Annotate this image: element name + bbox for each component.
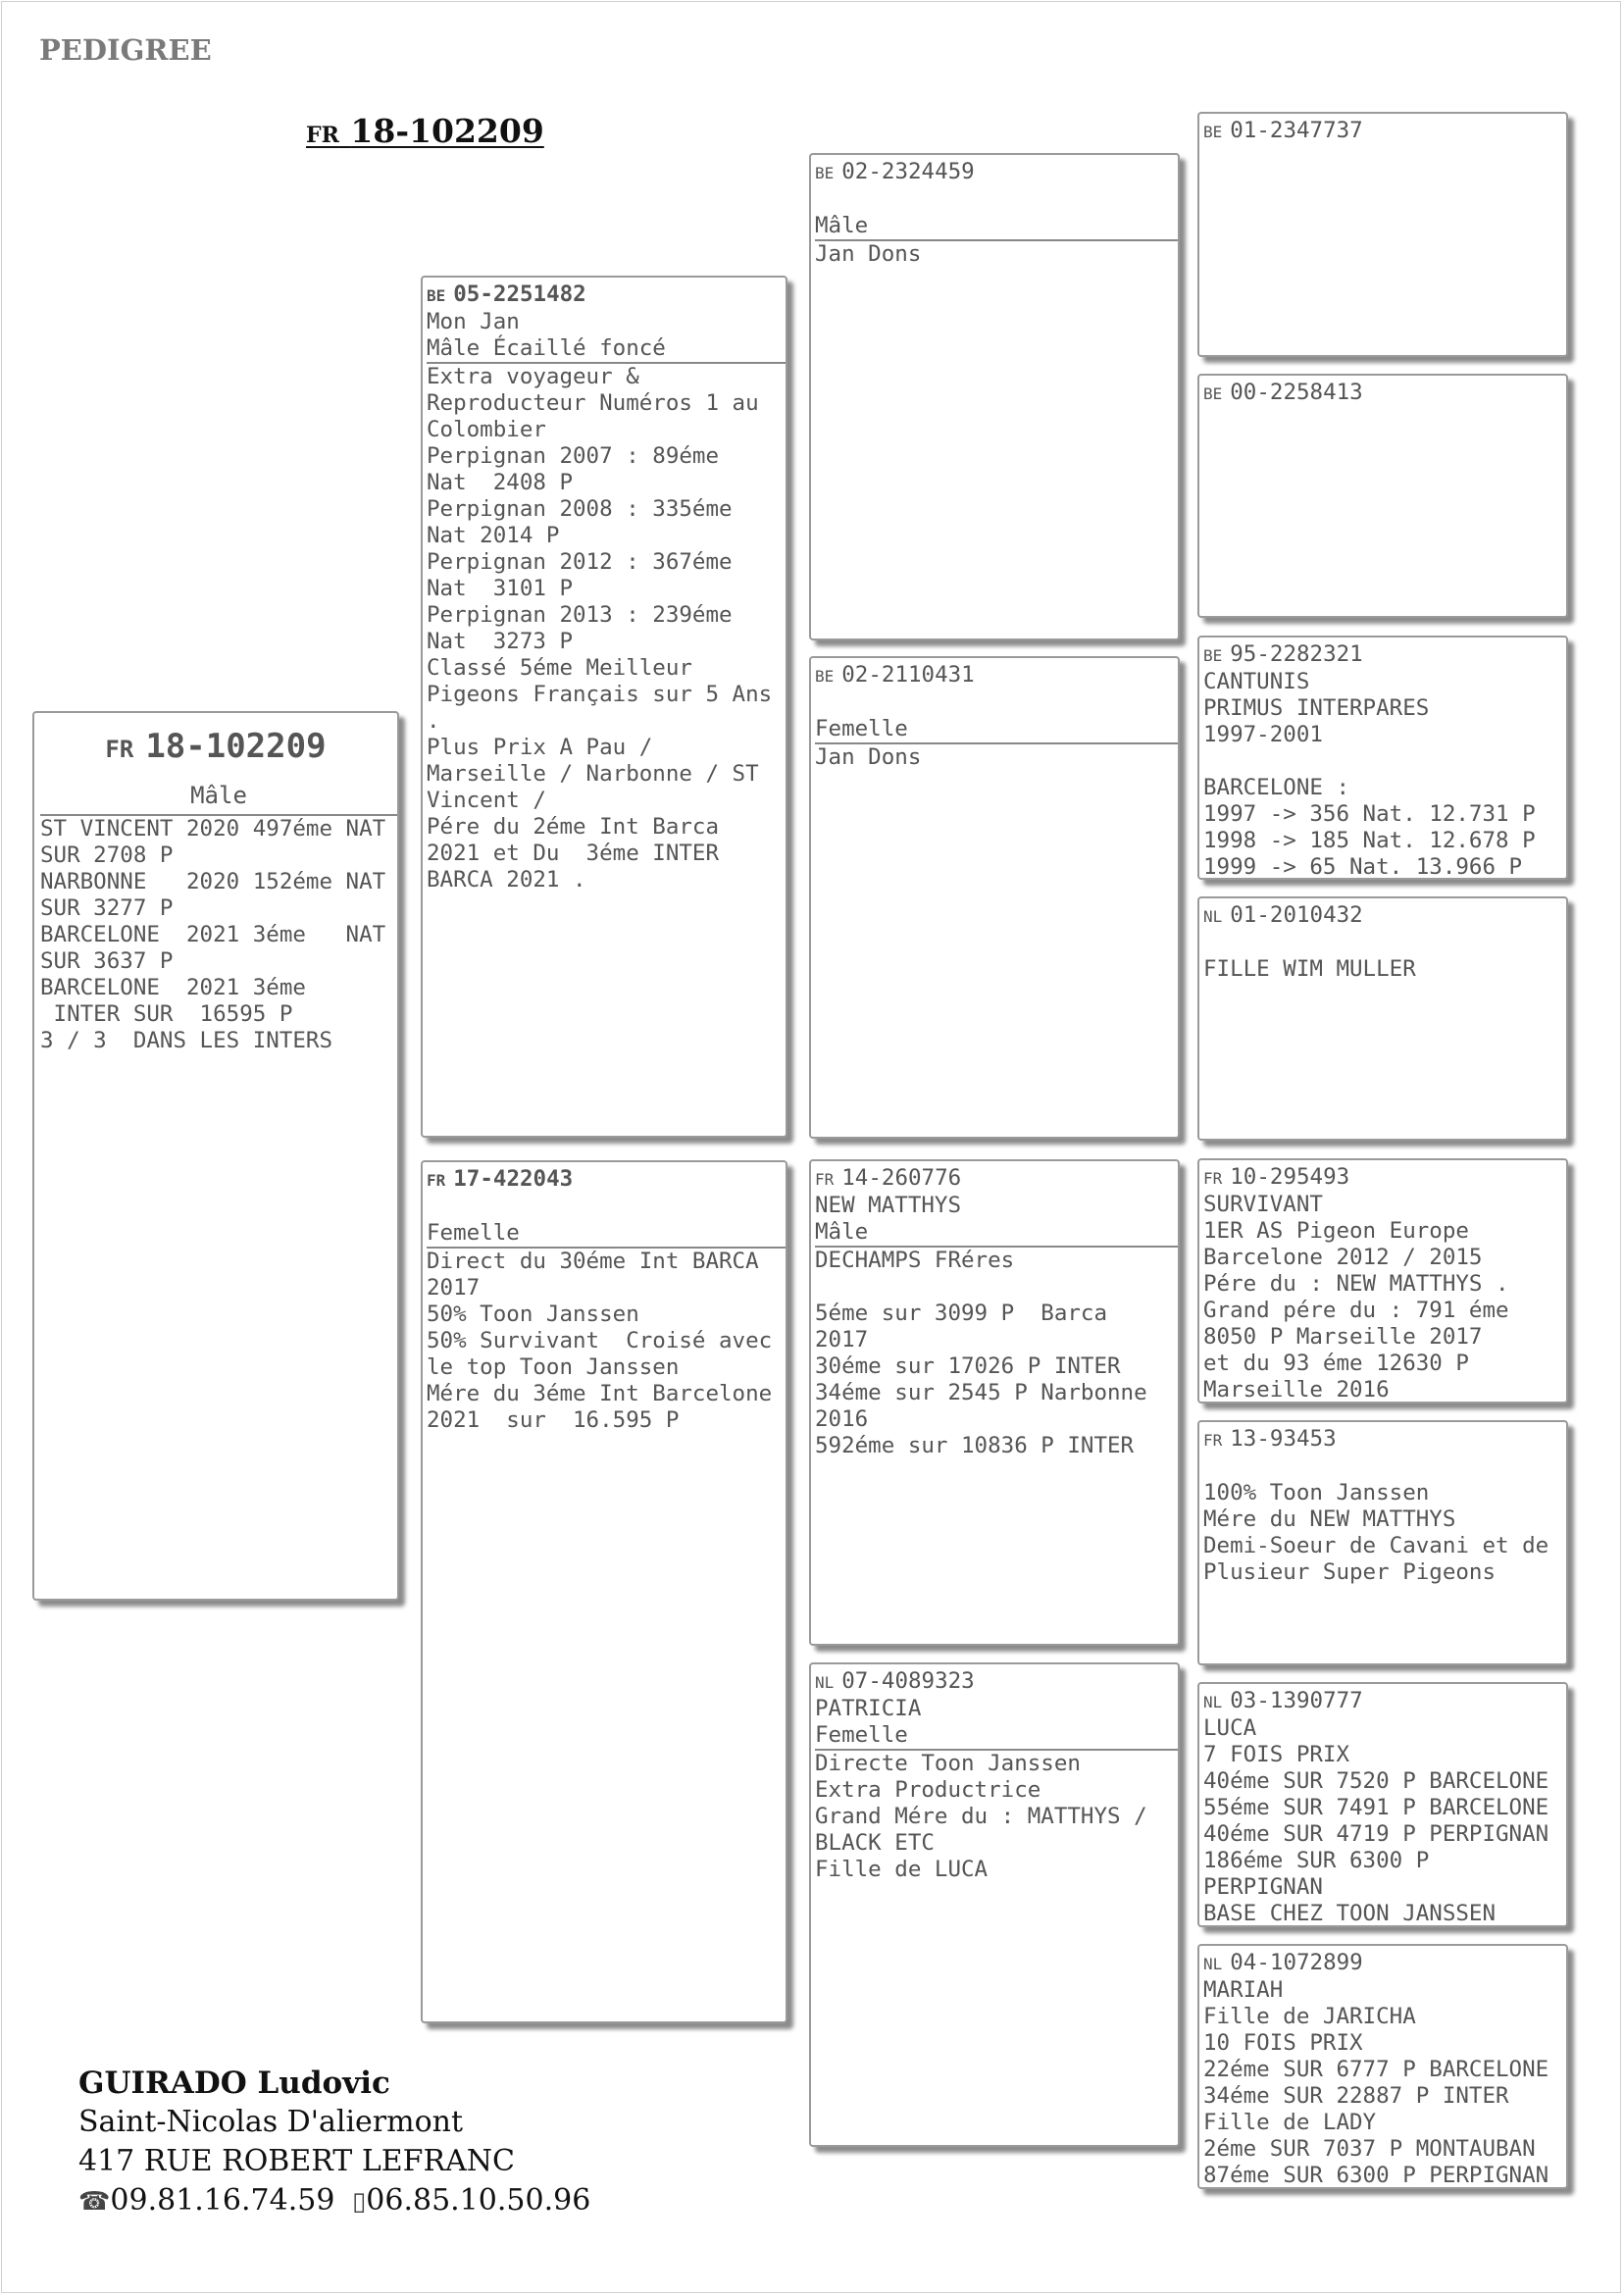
ring-number: 00-2258413	[1230, 380, 1363, 405]
sire-sire-name	[815, 186, 1174, 213]
owner-mobile: 06.85.10.50.96	[366, 2183, 591, 2218]
owner-name: GUIRADO Ludovic	[78, 2066, 390, 2101]
country-code: BE	[815, 667, 835, 686]
sire-notes: Extra voyageur & Reproducteur Numéros 1 au Colombier Perpignan 2007 : 89éme Nat 2408 P Perpignan 2008 : 335éme Nat 2014 P Perpignan 2012 : 367éme Nat 3101 P Perpignan 2013 : 239éme Nat 3273 P Classé 5éme Meilleur Pigeons Français sur 5 Ans . Plus Prix A Pau / Marseille / Narbonne / ST Vincent / Pére du 2éme Int Barca 2021 et Du 3éme INTER BARCA 2021 .	[427, 364, 773, 893]
dds-notes: LUCA 7 FOIS PRIX 40éme SUR 7520 P BARCELONE 55éme SUR 7491 P BARCELONE 40éme SUR 4719 P PERPIGNAN 186éme SUR 6300 P PERPIGNAN BASE CHEZ TOON JANSSEN	[1203, 1715, 1549, 1926]
subject-header-ring: 18-102209	[350, 112, 544, 150]
sds-notes: CANTUNIS PRIMUS INTERPARES 1997-2001 BARCELONE : 1997 -> 356 Nat. 12.731 P 1998 -> 185 Nat. 12.678 P 1999 -> 65 Nat. 13.966 P	[1203, 669, 1536, 880]
owner-phone: 09.81.16.74.59	[110, 2183, 335, 2218]
sire-dam-ring	[815, 662, 1174, 689]
ring-number: 95-2282321	[1230, 641, 1363, 667]
page-title: PEDIGREE	[39, 33, 212, 67]
subject-card	[32, 711, 399, 1601]
dam-sire-sex: Mâle	[815, 1219, 1178, 1248]
subject-sex: Mâle	[40, 771, 397, 816]
country-code: FR	[815, 1170, 835, 1189]
subject-header-country: FR	[306, 123, 339, 148]
country-code: FR	[1203, 1431, 1223, 1450]
dss-notes: SURVIVANT 1ER AS Pigeon Europe Barcelone 2012 / 2015 Pére du : NEW MATTHYS . Grand pére du : 791 éme 8050 P Marseille 2017 et du 93 éme 12630 P Marseille 2016	[1203, 1192, 1509, 1403]
dam-dam-ring	[815, 1668, 1174, 1696]
owner-city: Saint-Nicolas D'aliermont	[78, 2105, 464, 2139]
dam-sire-ring	[815, 1165, 1174, 1193]
owner-address: 417 RUE ROBERT LEFRANC	[78, 2144, 515, 2178]
dam-ring	[427, 1166, 782, 1194]
ddd-card	[1197, 1944, 1568, 2189]
dam-dam-notes: Directe Toon Janssen Extra Productrice Grand Mére du : MATTHYS / BLACK ETC Fille de LUCA	[815, 1751, 1147, 1882]
ssd-card	[1197, 374, 1568, 618]
ring-number: 04-1072899	[1230, 1950, 1363, 1975]
country-code: BE	[427, 286, 446, 305]
dam-sire-name: NEW MATTHYS	[815, 1193, 962, 1218]
sss-ring	[1203, 118, 1562, 145]
sire-name: Mon Jan	[427, 309, 520, 334]
sire-dam-notes: Jan Dons	[815, 744, 922, 770]
country-code: BE	[1203, 384, 1223, 403]
country-code: FR	[1203, 1169, 1223, 1188]
phone-icon: ☎	[78, 2187, 111, 2217]
sds-card	[1197, 636, 1568, 880]
owner-phones	[78, 2181, 590, 2221]
subject-ring-header	[306, 112, 544, 150]
sire-dam-card	[809, 656, 1180, 1139]
sire-sire-notes: Jan Dons	[815, 241, 922, 267]
sire-sire-sex: Mâle	[815, 213, 1178, 241]
sire-dam-sex: Femelle	[815, 716, 1178, 744]
dam-sire-card	[809, 1159, 1180, 1646]
ring-number: 02-2110431	[841, 662, 975, 688]
sds-ring	[1203, 641, 1562, 669]
dam-name	[427, 1194, 782, 1220]
dss-ring	[1203, 1164, 1562, 1192]
subject-notes: ST VINCENT 2020 497éme NAT SUR 2708 P NARBONNE 2020 152éme NAT SUR 3277 P BARCELONE 2021 3éme NAT SUR 3637 P BARCELONE 2021 3éme INTER SUR 16595 P 3 / 3 DANS LES INTERS	[40, 816, 386, 1053]
dsd-notes: 100% Toon Janssen Mére du NEW MATTHYS Demi-Soeur de Cavani et de Plusieur Super Pigeons	[1203, 1480, 1549, 1585]
sss-card	[1197, 112, 1568, 357]
ring-number: 07-4089323	[841, 1668, 975, 1694]
country-code: FR	[105, 736, 134, 763]
ring-number: 03-1390777	[1230, 1688, 1363, 1713]
ring-number: 10-295493	[1230, 1164, 1350, 1190]
sdd-ring	[1203, 902, 1562, 930]
country-code: FR	[427, 1171, 446, 1190]
ring-number: 14-260776	[841, 1165, 962, 1191]
dss-card	[1197, 1158, 1568, 1403]
subject-ring	[40, 725, 391, 771]
dam-dam-sex: Femelle	[815, 1722, 1178, 1751]
dam-notes: Direct du 30éme Int BARCA 2017 50% Toon Janssen 50% Survivant Croisé avec le top Toon Janssen Mére du 3éme Int Barcelone 2021 sur 16.595 P	[427, 1249, 773, 1433]
dds-card	[1197, 1682, 1568, 1927]
mobile-phone-icon: ▯	[351, 2187, 367, 2217]
dds-ring	[1203, 1688, 1562, 1715]
country-code: BE	[1203, 123, 1223, 141]
country-code: NL	[815, 1673, 835, 1692]
sdd-card	[1197, 896, 1568, 1141]
country-code: NL	[1203, 907, 1223, 926]
ssd-ring	[1203, 380, 1562, 407]
dam-sire-notes: DECHAMPS FRéres 5éme sur 3099 P Barca 2017 30éme sur 17026 P INTER 34éme sur 2545 P Narbonne 2016 592éme sur 10836 P INTER	[815, 1248, 1147, 1458]
country-code: BE	[815, 164, 835, 182]
country-code: NL	[1203, 1693, 1223, 1711]
sire-sex: Mâle Écaillé foncé	[427, 335, 786, 364]
dam-sex: Femelle	[427, 1220, 786, 1249]
owner-block	[78, 2064, 590, 2221]
dsd-ring	[1203, 1426, 1562, 1454]
sire-sire-card	[809, 153, 1180, 640]
ddd-ring	[1203, 1950, 1562, 1977]
dsd-card	[1197, 1420, 1568, 1665]
ring-number: 13-93453	[1230, 1426, 1337, 1452]
dam-dam-name: PATRICIA	[815, 1696, 922, 1721]
ring-number: 18-102209	[145, 727, 327, 766]
sire-card	[421, 276, 787, 1138]
ring-number: 01-2010432	[1230, 902, 1363, 928]
sire-dam-name	[815, 689, 1174, 716]
country-code: NL	[1203, 1955, 1223, 1973]
ring-number: 05-2251482	[453, 281, 586, 307]
ring-number: 02-2324459	[841, 159, 975, 184]
sire-ring	[427, 281, 782, 309]
dam-card	[421, 1160, 787, 2023]
sire-sire-ring	[815, 159, 1174, 186]
country-code: BE	[1203, 646, 1223, 665]
sdd-notes: FILLE WIM MULLER	[1203, 956, 1416, 982]
ddd-notes: MARIAH Fille de JARICHA 10 FOIS PRIX 22éme SUR 6777 P BARCELONE 34éme SUR 22887 P INTER Fille de LADY 2éme SUR 7037 P MONTAUBAN 87éme SUR 6300 P PERPIGNAN	[1203, 1977, 1549, 2188]
ring-number: 17-422043	[453, 1166, 574, 1192]
ring-number: 01-2347737	[1230, 118, 1363, 143]
dam-dam-card	[809, 1662, 1180, 2147]
